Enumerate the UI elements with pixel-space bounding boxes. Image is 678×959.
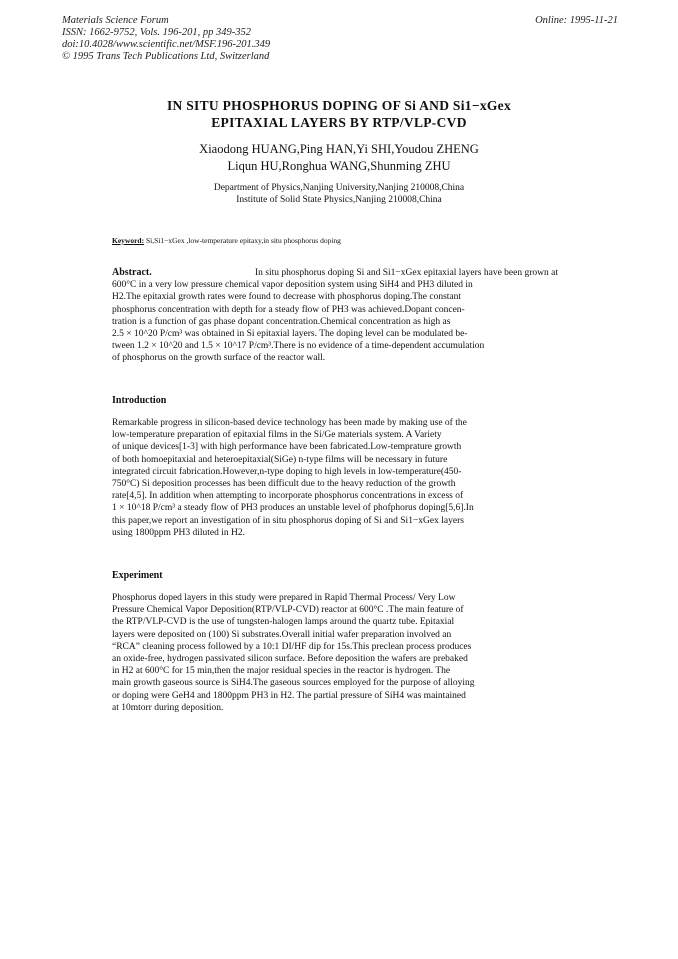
intro-line: of both homoepitaxial and heteroepitaxial(SiGe) n-type films will be necessary in future: [112, 454, 448, 465]
experiment-line: main growth gaseous source is SiH4.The gaseous sources employed for the purpose of alloying: [112, 678, 475, 689]
experiment-line: in H2 at 600°C for 15 min,then the major residual species in the reactor is hydrogen. The: [112, 666, 451, 677]
keywords: [112, 236, 341, 245]
abstract-line: In situ phosphorus doping Si and Si1−xGex epitaxial layers have been grown at: [255, 268, 558, 278]
experiment-line: layers were deposited on (100) Si substrates.Overall initial wafer preparation involved an: [112, 629, 452, 640]
intro-line: using 1800ppm PH3 diluted in H2.: [112, 527, 246, 538]
affiliation-line-1: Department of Physics,Nanjing University,Nanjing 210008,China: [213, 183, 465, 193]
intro-line: of unique devices[1-3] with high performance have been fabricated.Low-temprature growth: [112, 442, 462, 453]
issn-line: ISSN: 1662-9752, Vols. 196-201, pp 349-352: [62, 27, 251, 38]
affiliation-line-2: Institute of Solid State Physics,Nanjing 210008,China: [236, 195, 442, 205]
copyright-line: © 1995 Trans Tech Publications Ltd, Switzerland: [62, 51, 270, 62]
abstract-paragraph: [112, 267, 558, 365]
intro-line: 1 × 10^18 P/cm³ a steady flow of PH3 produces an unstable level of phofphorus doping[5,6].In: [112, 503, 474, 514]
abstract-line: phosphorus concentration with depth for a steady flow of PH3 was achieved.Dopant concen-: [112, 304, 465, 315]
intro-line: 750°C) Si deposition processes has been difficult due to the heavy reduction of the growth: [112, 479, 456, 490]
keywords-text: Si,Si1−xGex ,low-temperature epitaxy,in situ phosphorus doping: [145, 236, 341, 245]
author-list: [0, 141, 678, 175]
experiment-line: an oxide-free, hydrogen passivated silicon surface. Before deposition the wafers are prebaked: [112, 654, 468, 665]
experiment-paragraph: [112, 592, 558, 714]
abstract-label: Abstract.: [112, 267, 152, 278]
keywords-label: Keyword:: [112, 236, 145, 245]
title-line-2: EPITAXIAL LAYERS BY RTP/VLP-CVD: [211, 115, 467, 130]
authors-line-1: Xiaodong HUANG,Ping HAN,Yi SHI,Youdou ZHENG: [199, 142, 479, 156]
online-date: Online: 1995-11-21: [535, 15, 618, 26]
abstract-line: H2.The epitaxial growth rates were found to decrease with phosphorus doping.The constant: [112, 292, 462, 303]
abstract-line: tration is a function of gas phase dopant concentration.Chemical concentration as high as: [112, 316, 451, 327]
intro-line: low-temperature preparation of epitaxial films in the Si/Ge materials system. A Variety: [112, 430, 442, 441]
intro-line: Remarkable progress in silicon-based device technology has been made by making use of the: [112, 418, 467, 428]
experiment-line: the RTP/VLP-CVD is the use of tungsten-halogen lamps around the quartz tube. Epitaxial: [112, 617, 455, 628]
experiment-line: “RCA” cleaning process followed by a 10:1 DI/HF dip for 15s.This preclean process produces: [112, 641, 472, 652]
introduction-paragraph: [112, 417, 558, 539]
paper-title: [0, 97, 678, 131]
experiment-line: Pressure Chemical Vapor Deposition(RTP/VLP-CVD) reactor at 600°C .The main feature of: [112, 605, 464, 616]
intro-line: integrated circuit fabrication.However,n-type doping to high levels in low-temperature(450-: [112, 466, 462, 477]
authors-line-2: Liqun HU,Ronghua WANG,Shunming ZHU: [227, 159, 451, 173]
abstract-line: 2.5 × 10^20 P/cm³ was obtained in Si epitaxial layers. The doping level can be modulated be-: [112, 329, 468, 340]
journal-header: [62, 15, 618, 63]
abstract-line: tween 1.2 × 10^20 and 1.5 × 10^17 P/cm³.There is no evidence of a time-dependent accumulation: [112, 341, 485, 352]
abstract-line: 600°C in a very low pressure chemical vapor deposition system using SiH4 and PH3 diluted in: [112, 280, 473, 291]
introduction-heading: Introduction: [112, 395, 167, 406]
experiment-line: or doping were GeH4 and 1800ppm PH3 in H2. The partial pressure of SiH4 was maintained: [112, 690, 466, 701]
title-line-1: IN SITU PHOSPHORUS DOPING OF Si AND Si1−xGex: [166, 98, 512, 113]
experiment-line: Phosphorus doped layers in this study were prepared in Rapid Thermal Process/ Very Low: [112, 593, 456, 603]
affiliations: [0, 182, 678, 206]
intro-line: this paper,we report an investigation of in situ phosphorus doping of Si and Si1−xGex layers: [112, 515, 464, 526]
experiment-line: at 10mtorr during deposition.: [112, 702, 224, 713]
intro-line: rate[4,5]. In addition when attempting to incorporate phosphorus concentrations in excess of: [112, 491, 464, 502]
experiment-heading: Experiment: [112, 570, 163, 581]
doi-line: doi:10.4028/www.scientific.net/MSF.196-201.349: [62, 39, 271, 50]
abstract-line: of phosphorus on the growth surface of the reactor wall.: [112, 353, 326, 364]
journal-name: Materials Science Forum: [62, 15, 169, 26]
